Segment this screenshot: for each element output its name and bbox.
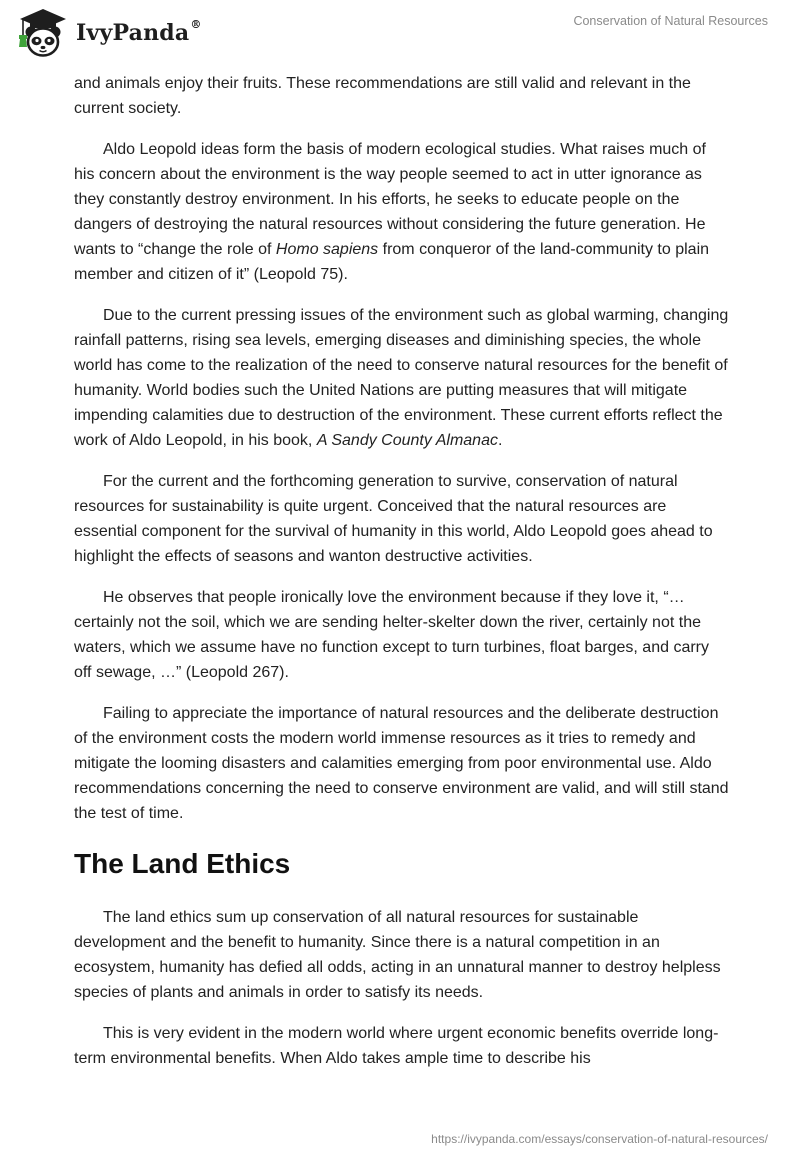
paragraph-text: Aldo Leopold ideas form the basis of modern ecological studies. What raises much of his concern about the environment is the way people seemed to act in utter ignorance as they constantly destroy environment. In his efforts, he seeks to educate people on the dangers of destroying the natural resources without considering the future generation. He wants to “change the role of	[74, 141, 706, 258]
book-title: A Sandy County Almanac	[316, 432, 498, 449]
paragraph-economic-benefits: This is very evident in the modern world where urgent economic benefits override long-term environmental benefits. When Aldo takes ample time to describe his	[74, 1025, 719, 1067]
paragraph-continued: and animals enjoy their fruits. These recommendations are still valid and relevant in the current society.	[74, 75, 691, 117]
brand-name	[76, 20, 202, 46]
brand-name-text: IvyPanda	[76, 20, 190, 46]
registered-mark: ®	[190, 18, 202, 31]
panda-graduate-icon	[14, 6, 72, 60]
paragraph-land-ethics: The land ethics sum up conservation of all natural resources for sustainable development and the benefit to humanity. Since there is a natural competition in an ecosystem, humanity has defied all odds, acting in an unnatural manner to destroy helpless species of plants and animals in order to satisfy its needs.	[74, 909, 721, 1001]
document-title: Conservation of Natural Resources	[573, 14, 768, 28]
paragraph-text: from conqueror of the land-community to plain member and citizen of it” (Leopold 75).	[74, 241, 710, 283]
paragraph-sustainability: For the current and the forthcoming generation to survive, conservation of natural resources for sustainability is quite urgent. Conceived that the natural resources are essential component for the survival of humanity in this world, Aldo Leopold goes ahead to highlight the effects of seasons and wanton destructive activities.	[74, 473, 713, 565]
paragraph-failing-to-appreciate: Failing to appreciate the importance of natural resources and the deliberate destruction of the environment costs the modern world immense resources as it tries to remedy and mitigate the looming disasters and calamities emerging from poor environmental use. Aldo recommendations concerning the need to conserve environment are valid, and will still stand the test of time.	[74, 705, 729, 822]
source-url[interactable]: https://ivypanda.com/essays/conservation-of-natural-resources/	[431, 1132, 768, 1146]
paragraph-text: .	[497, 432, 503, 449]
page-header	[0, 0, 800, 64]
paragraph-love-environment: He observes that people ironically love the environment because if they love it, “… certainly not the soil, which we are sending helter-skelter down the river, certainly not the waters, which we assume have no function except to turn turbines, float barges, and carry off sewage, …” (Leopold 267).	[74, 589, 709, 681]
essay-content	[74, 71, 730, 1087]
paragraph-pressing-issues	[74, 303, 730, 453]
paragraph-text: Due to the current pressing issues of the environment such as global warming, changing rainfall patterns, rising sea levels, emerging diseases and diminishing species, the whole world has come to the realization of the need to conserve natural resources for the benefit of humanity. World bodies such the United Nations are putting measures that will mitigate impending calamities due to destruction of the environment. These current efforts reflect the work of Aldo Leopold, in his book,	[74, 307, 729, 449]
site-logo[interactable]	[14, 6, 202, 60]
paragraph-leopold-ideas	[74, 137, 730, 287]
section-heading: The Land Ethics	[74, 848, 291, 879]
italic-term: Homo sapiens	[275, 241, 379, 258]
